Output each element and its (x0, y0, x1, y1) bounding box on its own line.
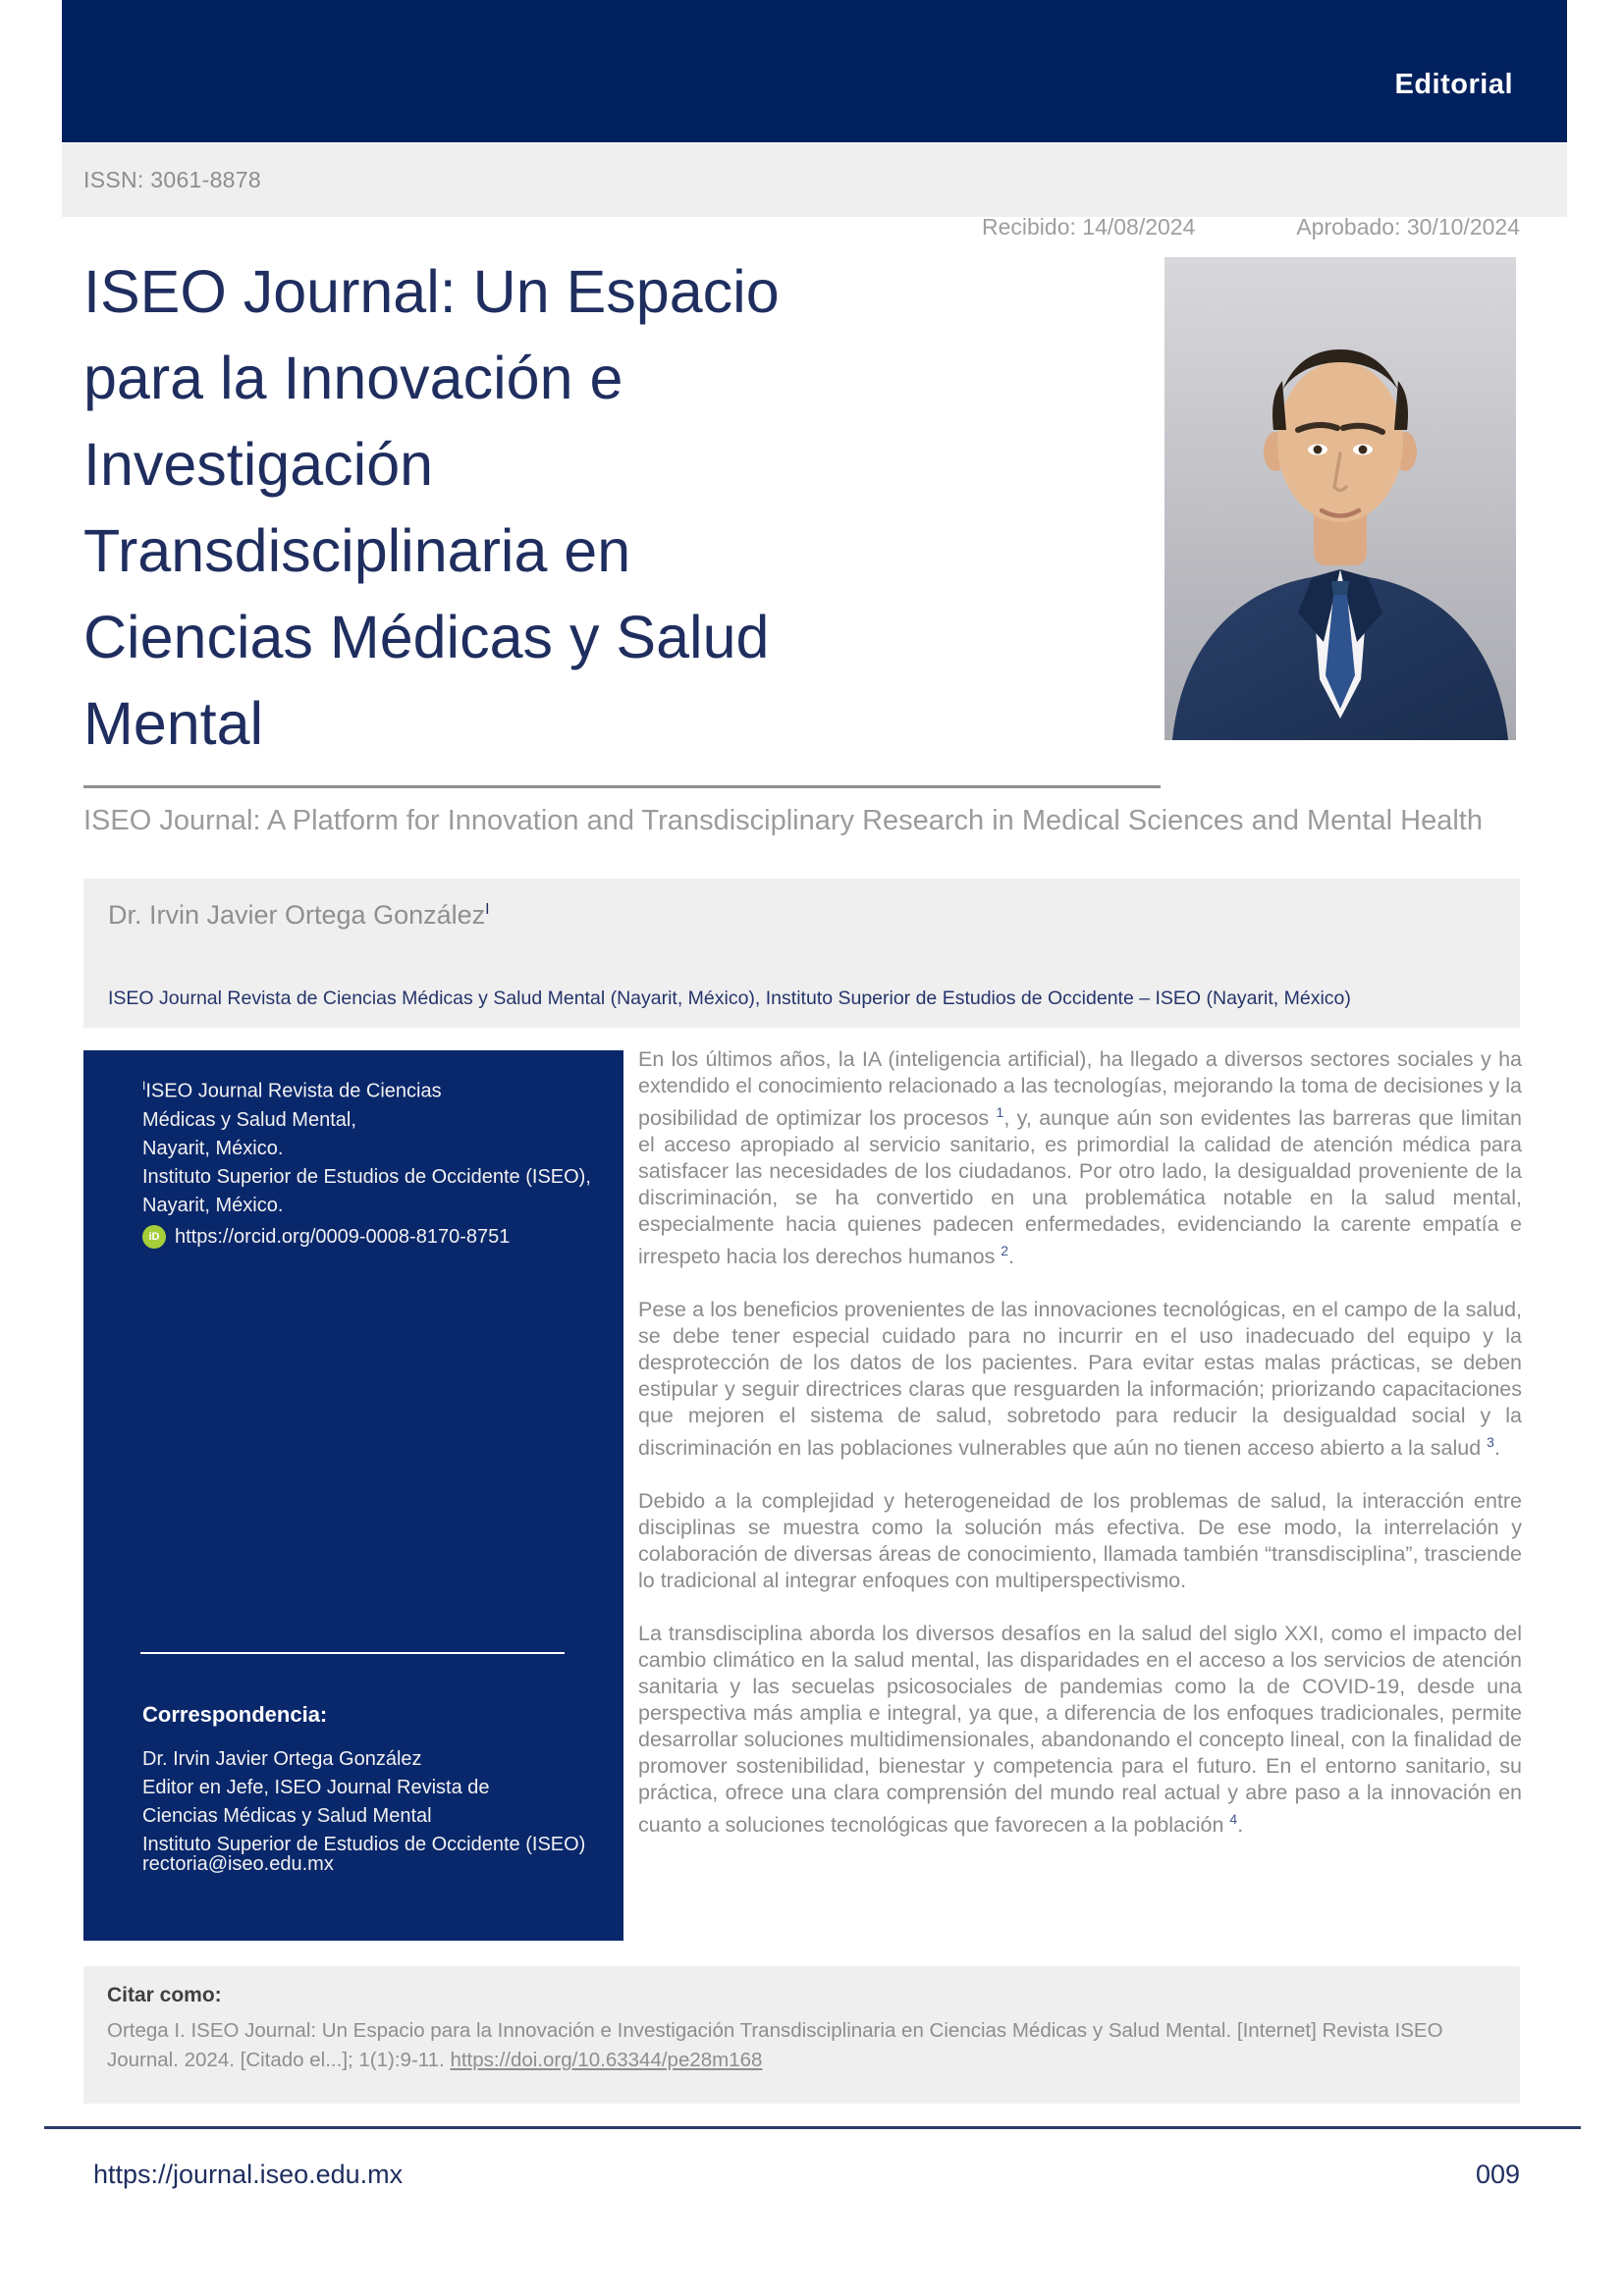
header-bar (62, 0, 1567, 142)
orcid-row (142, 1223, 596, 1252)
affiliation-line: Médicas y Salud Mental, (142, 1108, 356, 1131)
affiliation-marker: I (142, 1079, 146, 1093)
correspondence-line: Instituto Superior de Estudios de Occidente (ISEO) (142, 1834, 586, 1855)
sidebar-divider (140, 1652, 565, 1654)
citation-ref: 3 (1487, 1434, 1494, 1451)
affiliation-line: Instituto Superior de Estudios de Occidente (ISEO), (142, 1165, 591, 1188)
paragraph: Pese a los beneficios provenientes de las innovaciones tecnológicas, en el campo de la salud, se debe tener especial cuidado para no incurrir en el uso inadecuado del equipo y la desprotección de los datos de los pacientes. Para evitar estas malas prácticas, se deben estipular y seguir directrices claras que resguarden la información; priorizando capacitaciones que mejoren el sistema de salud, sobretodo para reducir la desigualdad social y la discriminación en las poblaciones vulnerables que aún no tienen acceso abierto a la salud $^3$. (638, 1298, 1522, 1461)
paragraph: En los últimos años, la IA (inteligencia artificial), ha llegado a diversos sectores sociales y ha extendido el conocimiento relacionado a las tecnologías, mejorando la toma de decisiones y la posibilidad de optimizar los procesos $^1$, y, aunque aún son evidentes las barreras que limitan el acceso apropiado al servicio sanitario, es primordial la calidad de atención médica para satisfacer las necesidades de los ciudadanos. Por otro lado, la desigualdad proveniente de la discriminación, se ha convertido en una problemática notable en la salud mental, especialmente hacia quienes padecen enfermedades, evidenciando la carente empatía e irrespeto hacia los derechos humanos $^2$. (638, 1047, 1522, 1269)
dates-row (982, 214, 1520, 240)
sidebar (83, 1050, 623, 1941)
author-name (108, 900, 490, 931)
affiliation-line: Nayarit, México. (142, 1137, 284, 1159)
orcid-link[interactable]: https://orcid.org/0009-0008-8170-8751 (175, 1225, 511, 1248)
author-name-text: Dr. Irvin Javier Ortega González (108, 900, 486, 930)
author-affiliation-inline: ISEO Journal Revista de Ciencias Médicas y Salud Mental (Nayarit, México), Instituto Superior de Estudios de Occidente – ISEO (Nayarit, México) (108, 988, 1351, 1009)
page-number: 009 (1475, 2160, 1520, 2189)
affiliation-line: Nayarit, México. (142, 1194, 284, 1216)
correspondence-block (142, 1745, 596, 1859)
cite-text: Ortega I. ISEO Journal: Un Espacio para la Innovación e Investigación Transdisciplinaria en Ciencias Médicas y Salud Mental. [Internet] Revista ISEO Journal. 2024. [Citado el...]; 1(1):9-11. https://doi.org/10.63344/pe28m168 (107, 2019, 1443, 2071)
sidebar-affiliation (142, 1072, 596, 1252)
correspondence-line: Editor en Jefe, ISEO Journal Revista de (142, 1777, 490, 1798)
orcid-icon: iD (142, 1225, 166, 1249)
citation-ref: 2 (1001, 1243, 1009, 1259)
paragraph: Debido a la complejidad y heterogeneidad de los problemas de salud, la interacción entre disciplinas se muestra como la solución más efectiva. De ese modo, la interrelación y colaboración de diversas áreas de conocimiento, llamada también “transdisciplina”, trasciende lo tradicional al integrar enfoques con multiperspectivismo. (638, 1489, 1522, 1593)
title-line: para la Innovación e (83, 345, 623, 411)
doi-link[interactable]: https://doi.org/10.63344/pe28m168 (450, 2049, 763, 2071)
affiliation-line: $^I$ISEO Journal Revista de Ciencias (142, 1079, 442, 1102)
footer-divider (44, 2126, 1581, 2129)
article-body (638, 1046, 1522, 1866)
cite-box (83, 1966, 1520, 2104)
citation-ref: 1 (996, 1104, 1004, 1120)
title-line: Mental (83, 690, 264, 757)
approved-date: Aprobado: 30/10/2024 (1296, 214, 1520, 240)
paragraph: La transdisciplina aborda los diversos desafíos en la salud del siglo XXI, como el impacto del cambio climático en la salud mental, las disparidades en el acceso a los servicios de atención sanitaria y las secuelas psicosociales de pandemias como la de COVID-19, desde una perspectiva más amplia e integral, ya que, a diferencia de los enfoques tradicionales, permite desarrollar soluciones multidimensionales, abandonando el concepto lineal, con la finalidad de promover sostenibilidad, bienestar y competencia para el futuro. En el entorno sanitario, su práctica, ofrece una clara comprensión del mundo real actual y abre paso a la innovación en cuanto a soluciones tecnológicas que favorecen a la población $^4$. (638, 1622, 1522, 1838)
title-line: ISEO Journal: Un Espacio (83, 258, 780, 325)
journal-url[interactable]: https://journal.iseo.edu.mx (93, 2160, 404, 2189)
title-line: Transdisciplinaria en (83, 517, 631, 584)
author-box (83, 879, 1520, 1028)
section-label: Editorial (1394, 69, 1513, 100)
cite-heading: Citar como: (107, 1984, 222, 2006)
correspondence-email[interactable]: rectoria@iseo.edu.mx (142, 1853, 334, 1875)
correspondence-line: Ciencias Médicas y Salud Mental (142, 1805, 432, 1827)
subtitle-en: ISEO Journal: A Platform for Innovation and Transdisciplinary Research in Medical Sciences and Mental Health (83, 805, 1483, 836)
issn-text: ISSN: 3061-8878 (83, 167, 261, 192)
title-line: Investigación (83, 431, 434, 498)
citation-ref: 4 (1229, 1811, 1238, 1828)
page-title (83, 248, 1164, 767)
correspondence-heading: Correspondencia: (142, 1702, 328, 1727)
correspondence-line: Dr. Irvin Javier Ortega González (142, 1748, 422, 1770)
title-line: Ciencias Médicas y Salud (83, 604, 770, 670)
title-divider (83, 785, 1161, 788)
received-date: Recibido: 14/08/2024 (982, 214, 1196, 240)
author-affiliation-marker: I (485, 901, 490, 918)
issn-bar (62, 143, 1567, 217)
author-photo (1164, 257, 1516, 740)
